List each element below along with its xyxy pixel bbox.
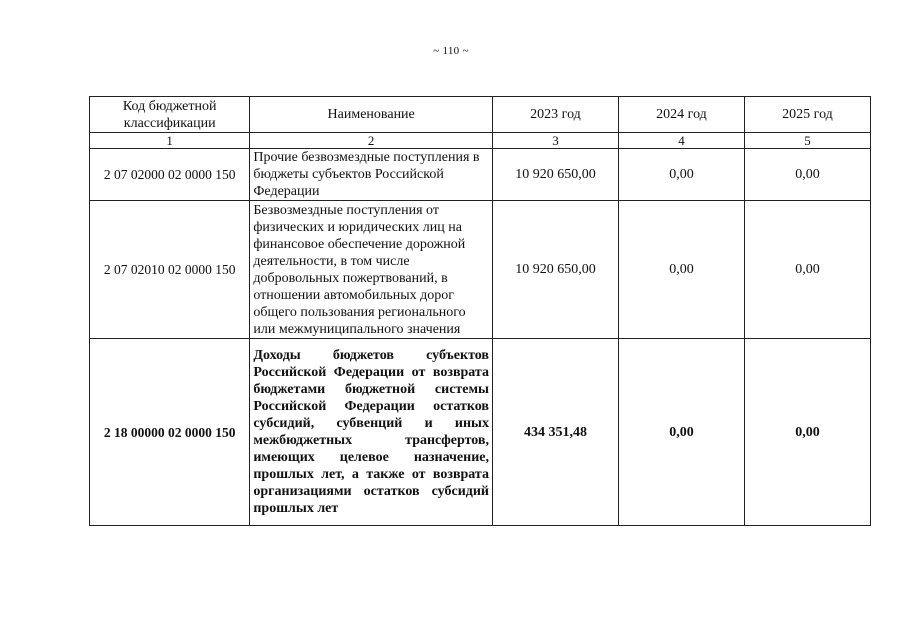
- header-code: Код бюджетной классификации: [90, 97, 250, 133]
- value-2023: 10 920 650,00: [492, 149, 618, 201]
- item-name: Прочие безвозмездные поступления в бюджеты субъектов Российской Федерации: [250, 149, 493, 201]
- header-2023: 2023 год: [492, 97, 618, 133]
- header-name: Наименование: [250, 97, 493, 133]
- header-2024: 2024 год: [618, 97, 744, 133]
- budget-code: 2 07 02010 02 0000 150: [90, 201, 250, 339]
- table-row-total: [90, 339, 871, 526]
- budget-code: 2 18 00000 02 0000 150: [90, 339, 250, 526]
- page-number: ~ 110 ~: [433, 45, 469, 57]
- budget-table: [89, 96, 871, 526]
- column-number: 1: [90, 133, 250, 149]
- column-number: 2: [250, 133, 493, 149]
- value-2024: 0,00: [618, 149, 744, 201]
- value-2025: 0,00: [744, 149, 870, 201]
- header-2025: 2025 год: [744, 97, 870, 133]
- table-header-row: [90, 97, 871, 133]
- item-name: Доходы бюджетов субъектов Российской Федерации от возврата бюджетами бюджетной системы Российской Федерации остатков субсидий, субвенций и иных межбюджетных трансфертов, имеющих целевое назначение, прошлых лет, а также от возврата организациями остатков субсидий прошлых лет: [250, 339, 493, 526]
- budget-code: 2 07 02000 02 0000 150: [90, 149, 250, 201]
- value-2025: 0,00: [744, 201, 870, 339]
- value-2023: 10 920 650,00: [492, 201, 618, 339]
- value-2023: 434 351,48: [492, 339, 618, 526]
- column-number-row: [90, 133, 871, 149]
- column-number: 4: [618, 133, 744, 149]
- value-2025: 0,00: [744, 339, 870, 526]
- value-2024: 0,00: [618, 339, 744, 526]
- item-name: Безвозмездные поступления от физических и юридических лиц на финансовое обеспечение дорожной деятельности, в том числе добровольных пожертвований, в отношении автомобильных дорог общего пользования регионального или межмуниципального значения: [250, 201, 493, 339]
- table-row: [90, 149, 871, 201]
- table-row: [90, 201, 871, 339]
- column-number: 3: [492, 133, 618, 149]
- column-number: 5: [744, 133, 870, 149]
- value-2024: 0,00: [618, 201, 744, 339]
